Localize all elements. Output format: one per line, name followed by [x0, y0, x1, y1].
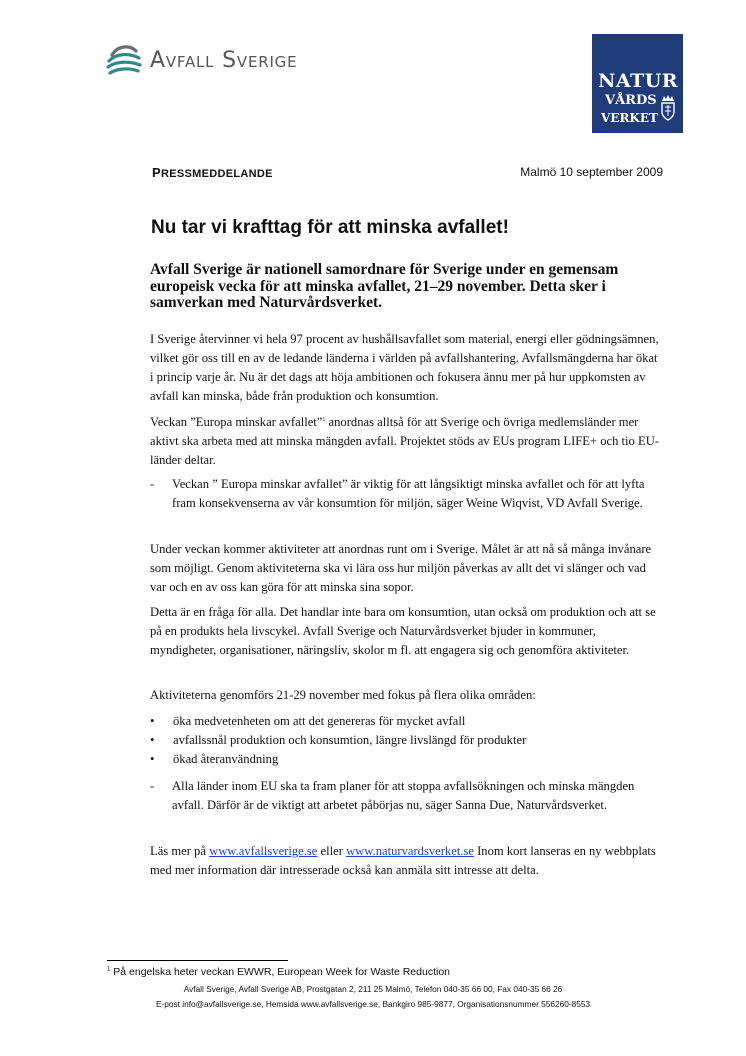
paragraph-5: Aktiviteterna genomförs 21-29 november med fokus på flera olika områden:: [150, 688, 536, 702]
crown-shield-icon: [660, 94, 676, 122]
logo-line-natur: NATUR: [598, 70, 679, 92]
avfall-sverige-logo-text: Avfall Sverige: [150, 47, 298, 73]
paragraph-4: Detta är en fråga för alla. Det handlar inte bara om konsumtion, utan också om produktion och att se på en produkts hela livscykel. Avfall Sverige och Naturvårdsverket bjuder in kommuner, myndigheter, organisationer, näringsliv, skolor m fl. att engagera sig och genomföra aktiviteter.: [150, 605, 656, 657]
lead-paragraph: Avfall Sverige är nationell samordnare för Sverige under en gemensam europeisk vecka för att minska avfallet, 21–29 november. Detta sker i samverkan med Naturvårdsverket.: [150, 261, 619, 312]
list-item: • avfallssnål produktion och konsumtion, längre livslängd för produkter: [150, 733, 527, 747]
list-item: • öka medvetenheten om att det genereras för mycket avfall: [150, 714, 466, 728]
logo-line-verket: VERKET: [601, 111, 658, 125]
list-item: • ökad återanvändning: [150, 752, 279, 766]
press-date: Malmö 10 september 2009: [520, 165, 663, 179]
closing-paragraph: Läs mer på www.avfallsverige.se eller www.naturvardsverket.se Inom kort lanseras en ny webbplats med mer information där intresserade också kan anmäla sitt intresse att delta.: [150, 844, 656, 877]
naturvardsverket-link[interactable]: www.naturvardsverket.se: [346, 844, 474, 858]
bullet-list: [150, 712, 660, 769]
quote-2: - Alla länder inom EU ska ta fram planer för att stoppa avfallsökningen och minska mängden avfall. Därför är de viktigt att arbetet påbörjas nu, säger Sanna Due, Naturvårdsverket.: [150, 779, 635, 812]
quote-1: - Veckan ” Europa minskar avfallet” är viktig för att långsiktigt minska avfallet och för att lyfta fram konsekvenserna av vår konsumtion för miljön, säger Weine Wiqvist, VD Avfall Sverige.: [150, 477, 645, 510]
press-release-label: PRESSMEDDELANDE: [152, 165, 273, 180]
avfallsverige-link[interactable]: www.avfallsverige.se: [209, 844, 318, 858]
footnote: $^1$ På engelska heter veckan EWWR, European Week for Waste Reduction: [107, 966, 451, 978]
paragraph-3: Under veckan kommer aktiviteter att anordnas runt om i Sverige. Målet är att nå så många invånare som möjligt. Genom aktiviteterna ska vi lära oss hur miljön påverkas av allt det vi slänger och vad var och en av oss kan göra för att minska sina sopor.: [150, 542, 652, 594]
footer-address: Avfall Sverige, Avfall Sverige AB, Prostgatan 2, 211 25 Malmö, Telefon 040-35 66 00, Fax 040-35 66 26: [183, 984, 563, 994]
paragraph-1: I Sverige återvinner vi hela 97 procent av hushållsavfallet som material, energi eller gödningsämnen, vilket gör oss till en av de ledande länderna i världen på avfallshantering. Avfallsmängderna har ökat i princip varje år. Nu är det dags att höja ambitionen och fokusera ännu mer på hur uppkomsten av avfall kan minska, både från produktion och konsumtion.: [150, 332, 659, 403]
avfall-sverige-logo: [106, 40, 297, 80]
paragraph-2: Veckan ”Europa minskar avfallet”$^1$ anordnas alltså för att Sverige och övriga medlemsländer mer aktivt ska arbeta med att minska mängden avfall. Projektet stöds av EUs program LIFE+ och tio EU-länder deltar.: [150, 415, 659, 468]
footnote-divider: [107, 960, 288, 961]
headline: Nu tar vi krafttag för att minska avfallet!: [151, 217, 509, 238]
logo-line-vards: VÅRDS: [605, 93, 657, 108]
footer-contact: E-post info@avfallsverige.se, Hemsida www.avfallsverige.se, Bankgiro 985-9877, Organisationsnummer 556260-8553: [155, 999, 591, 1009]
footnote-ref: 1: [322, 417, 326, 423]
avfall-sverige-wave-icon: [106, 43, 142, 77]
naturvardsverket-logo: [592, 34, 683, 133]
